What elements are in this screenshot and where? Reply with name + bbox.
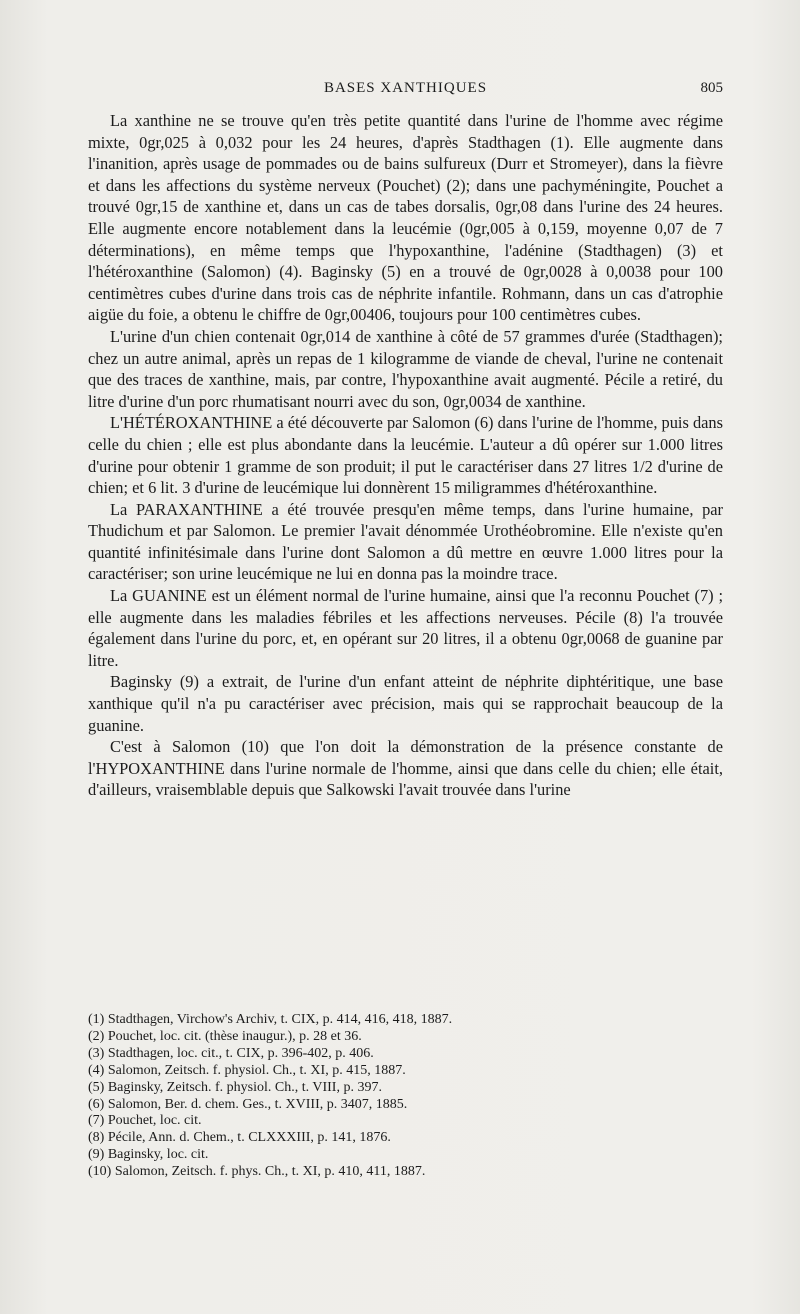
paragraph-guanine: La GUANINE est un élément normal de l'urine humaine, ainsi que l'a reconnu Pouchet (7) ; elle augmente dans les maladies fébriles et les affections nerveuses. Pécile (8) l'a trouvée également dans l'urine du porc, et, en opérant sur 20 litres, il a obtenu 0gr,0068 de guanine par litre. [88, 586, 723, 670]
main-text [88, 110, 723, 801]
paragraph-xanthine: La xanthine ne se trouve qu'en très petite quantité dans l'urine de l'homme avec régime mixte, 0gr,025 à 0,032 pour les 24 heures, d'après Stadthagen (1). Elle augmente dans l'inanition, après usage de pommades ou de bains sulfureux (Durr et Stromeyer), dans la fièvre et dans les affections du système nerveux (Pouchet) (2); dans une pachyméningite, Pouchet a trouvé 0gr,15 de xanthine et, dans un cas de tabes dorsalis, 0gr,08 dans l'urine des 24 heures. Elle augmente encore notablement dans la leucémie (0gr,005 à 0,159, moyenne 0,07 de 7 déterminations), en même temps que l'hypoxanthine, l'adénine (Stadthagen) (3) et l'hétéroxanthine (Salomon) (4). Baginsky (5) en a trouvé de 0gr,0028 à 0,0038 pour 100 centimètres cubes d'urine dans trois cas de néphrite infantile. Rohmann, dans un cas d'atrophie aigüe du foie, a obtenu le chiffre de 0gr,00406, toujours pour 100 centimètres cubes. [88, 111, 723, 325]
footnote: (6) Salomon, Ber. d. chem. Ges., t. XVIII, p. 3407, 1885. [88, 1096, 408, 1112]
page-number: 805 [700, 80, 723, 96]
paragraph-chien: L'urine d'un chien contenait 0gr,014 de xanthine à côté de 57 grammes d'urée (Stadthagen); chez un autre animal, après un repas de 1 kilogramme de viande de cheval, l'urine ne contenait que des traces de xanthine, mais, par contre, l'hypoxanthine avait augmenté. Pécile a retiré, du litre d'urine d'un porc rhumatisant nourri avec du son, 0gr,0034 de xanthine. [88, 326, 723, 411]
footnotes [88, 1012, 688, 1181]
paragraph-hypoxanthine: C'est à Salomon (10) que l'on doit la démonstration de la présence constante de l'HYPOXANTHINE dans l'urine normale de l'homme, ainsi que dans celle du chien; elle était, d'ailleurs, vraisemblable depuis que Salkowski l'avait trouvée dans l'urine [88, 737, 723, 800]
footnote: (8) Pécile, Ann. d. Chem., t. CLXXXIII, p. 141, 1876. [88, 1130, 391, 1146]
footnote: (4) Salomon, Zeitsch. f. physiol. Ch., t. XI, p. 415, 1887. [88, 1062, 406, 1078]
footnote: (5) Baginsky, Zeitsch. f. physiol. Ch., t. VIII, p. 397. [88, 1079, 382, 1095]
footnote: (7) Pouchet, loc. cit. [88, 1113, 202, 1129]
paragraph-heteroxanthine: L'HÉTÉROXANTHINE a été découverte par Salomon (6) dans l'urine de l'homme, puis dans celle du chien ; elle est plus abondante dans la leucémie. L'auteur a dû opérer sur 1.000 litres d'urine pour obtenir 1 gramme de son produit; il put le caractériser dans 27 litres 1/2 d'urine de chien; et 6 lit. 3 d'urine de leucémique lui donnèrent 15 miligrammes d'hétéroxanthine. [88, 413, 723, 498]
page-header [88, 80, 723, 104]
paragraph-paraxanthine: La PARAXANTHINE a été trouvée presqu'en même temps, dans l'urine humaine, par Thudichum et par Salomon. Le premier l'avait dénommée Urothéobromine. Elle n'existe qu'en quantité infinitésimale dans l'urine dont Salomon a dû mettre en œuvre 1.000 litres pour la caractériser; son urine leucémique ne lui en donna pas la moindre trace. [88, 499, 723, 584]
footnote: (1) Stadthagen, Virchow's Archiv, t. CIX, p. 414, 416, 418, 1887. [88, 1012, 453, 1027]
running-title: BASES XANTHIQUES [323, 80, 488, 96]
footnote: (2) Pouchet, loc. cit. (thèse inaugur.), p. 28 et 36. [88, 1028, 362, 1044]
footnote: (9) Baginsky, loc. cit. [88, 1147, 209, 1163]
paragraph-baginsky: Baginsky (9) a extrait, de l'urine d'un enfant atteint de néphrite diphtéritique, une base xanthique qu'il n'a pu caractériser avec précision, mais qui se rapprochait beaucoup de la guanine. [88, 672, 723, 735]
footnote: (10) Salomon, Zeitsch. f. phys. Ch., t. XI, p. 410, 411, 1887. [88, 1164, 426, 1180]
footnote: (3) Stadthagen, loc. cit., t. CIX, p. 396-402, p. 406. [88, 1045, 374, 1061]
